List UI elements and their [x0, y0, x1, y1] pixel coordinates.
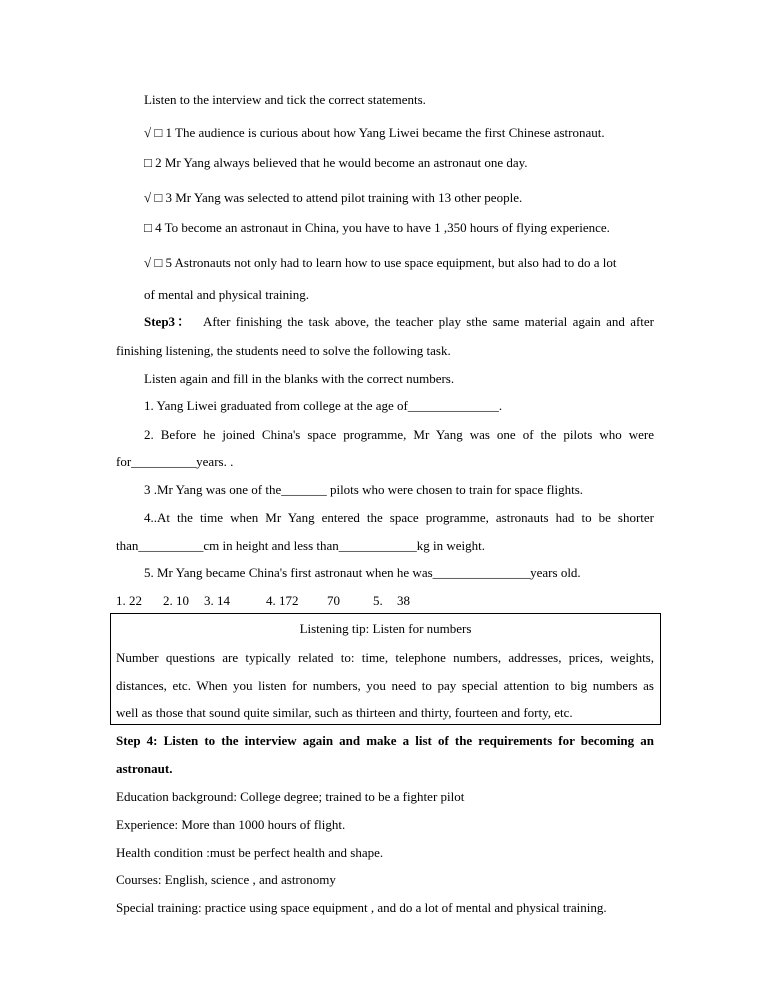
step3-text: After finishing the task above, the teacher play sthe same material again and after	[202, 314, 655, 329]
question-5: 5. Mr Yang became China's first astronaut when he was_______________years old.	[144, 565, 581, 580]
listening-tip-title: Listening tip: Listen for numbers	[299, 621, 472, 636]
requirement-experience: Experience: More than 1000 hours of flight.	[116, 817, 346, 832]
statement-4	[144, 220, 610, 236]
step4-heading-line2: astronaut.	[116, 761, 173, 776]
answer: 70	[327, 593, 340, 608]
answer: 38	[397, 593, 410, 608]
check-mark: √	[144, 125, 152, 140]
question-4-line2: than__________cm in height and less than____________kg in weight.	[116, 538, 486, 553]
intro-instruction: Listen to the interview and tick the correct statements.	[144, 92, 426, 107]
statement-text: 2 Mr Yang always believed that he would become an astronaut one day.	[155, 155, 528, 170]
step3-line2: finishing listening, the students need to solve the following task.	[116, 343, 451, 358]
step3-label: Step3：	[144, 314, 193, 329]
statement-1	[144, 125, 605, 141]
question-1: 1. Yang Liwei graduated from college at the age of______________.	[144, 398, 503, 413]
statement-2	[144, 155, 528, 171]
checkbox[interactable]: □	[154, 255, 163, 270]
question-4-line1: 4..At the time when Mr Yang entered the space programme, astronauts had to be shorter	[144, 510, 654, 525]
answer: 1. 22	[116, 593, 142, 608]
step4-heading-line1: Step 4: Listen to the interview again and make a list of the requirements for becoming an	[116, 733, 654, 748]
answer: 5.	[373, 593, 383, 608]
answer: 4. 172	[266, 593, 299, 608]
statement-text: 1 The audience is curious about how Yang Liwei became the first Chinese astronaut.	[165, 125, 605, 140]
statement-text: 5 Astronauts not only had to learn how to use space equipment, but also had to do a lot	[165, 255, 617, 270]
statement-5-continued: of mental and physical training.	[144, 287, 309, 302]
listening-tip-line2: distances, etc. When you listen for numbers, you need to pay special attention to big numbers as	[116, 678, 654, 693]
question-2-line2: for__________years. .	[116, 454, 234, 469]
answer: 3. 14	[204, 593, 230, 608]
requirement-health: Health condition :must be perfect health and shape.	[116, 845, 384, 860]
listening-tip-line1: Number questions are typically related to: time, telephone numbers, addresses, prices, weights,	[116, 650, 654, 665]
requirement-courses: Courses: English, science , and astronomy	[116, 872, 336, 887]
checkbox[interactable]: □	[144, 220, 152, 235]
check-mark: √	[144, 255, 152, 270]
statement-text: 3 Mr Yang was selected to attend pilot training with 13 other people.	[165, 190, 523, 205]
step3-instruction: Listen again and fill in the blanks with the correct numbers.	[144, 371, 455, 386]
statement-text: 4 To become an astronaut in China, you have to have 1 ,350 hours of flying experience.	[155, 220, 610, 235]
requirement-education: Education background: College degree; trained to be a fighter pilot	[116, 789, 465, 804]
question-3: 3 .Mr Yang was one of the_______ pilots who were chosen to train for space flights.	[144, 482, 584, 497]
listening-tip-line3: well as those that sound quite similar, such as thirteen and thirty, fourteen and forty, etc.	[116, 705, 573, 720]
statement-5	[144, 255, 616, 271]
answer: 2. 10	[163, 593, 189, 608]
checkbox[interactable]: □	[154, 125, 163, 140]
checkbox[interactable]: □	[144, 155, 152, 170]
check-mark: √	[144, 190, 152, 205]
statement-3	[144, 190, 522, 206]
question-2-line1: 2. Before he joined China's space programme, Mr Yang was one of the pilots who were	[144, 427, 654, 442]
step3-line1	[144, 314, 654, 330]
requirement-special-training: Special training: practice using space equipment , and do a lot of mental and physical training.	[116, 900, 607, 915]
checkbox[interactable]: □	[154, 190, 163, 205]
